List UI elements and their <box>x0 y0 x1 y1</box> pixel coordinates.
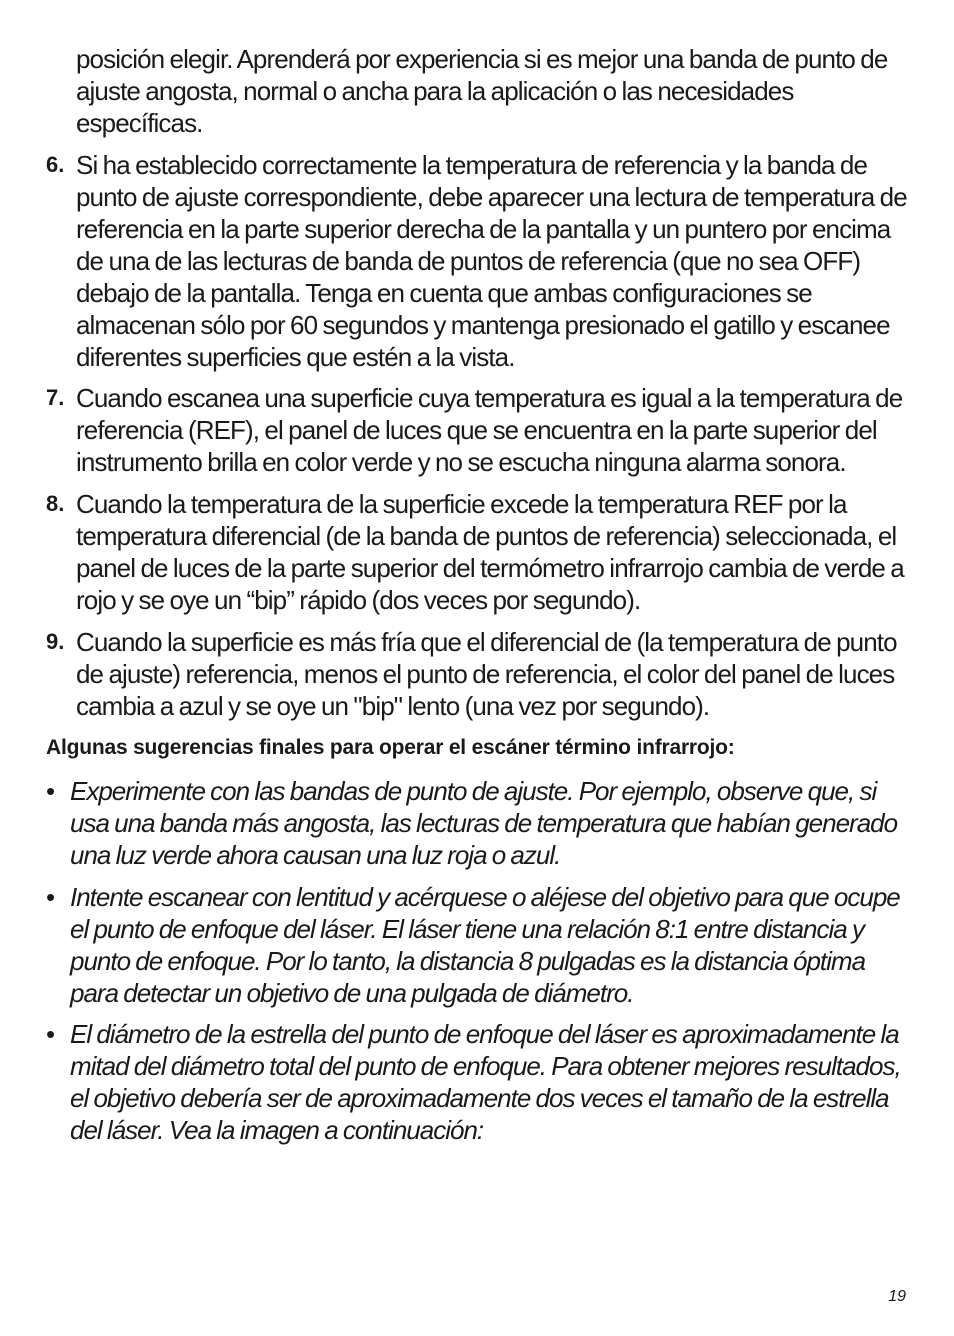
tip-text: El diámetro de la estrella del punto de enfoque del láser es aproximadamente la mitad del diámetro total del punto de enfoque. Para obtener mejores resultados, el objetivo debería ser de aproximadamente dos veces el tamaño de la estrella del láser. Vea la imagen a continuación: <box>70 1019 901 1145</box>
bullet-mark: • <box>46 776 55 806</box>
step-6 <box>46 149 916 373</box>
step-text: Cuando escanea una superficie cuya temperatura es igual a la temperatura de referencia (REF), el panel de luces que se encuentra en la parte superior del instrumento brilla en color verde y no se escucha ninguna alarma sonora. <box>76 383 903 477</box>
step-7 <box>46 382 916 478</box>
tip-text: Experimente con las bandas de punto de ajuste. Por ejemplo, observe que, si usa una banda más angosta, las lecturas de temperatura que habían generado una luz verde ahora causan una luz roja o azul. <box>70 776 898 870</box>
step-number: 7. <box>46 385 65 410</box>
tip-2 <box>46 881 916 1009</box>
page-number: 19 <box>888 1288 906 1305</box>
step-8 <box>46 488 916 616</box>
tip-text: Intente escanear con lentitud y acérquese o aléjese del objetivo para que ocupe el punto de enfoque del láser. El láser tiene una relación 8:1 entre distancia y punto de enfoque. Por lo tanto, la distancia 8 pulgadas es la distancia óptima para detectar un objetivo de una pulgada de diámetro. <box>70 882 900 1008</box>
tip-1 <box>46 775 916 871</box>
bullet-mark: • <box>46 1019 55 1049</box>
step-number: 8. <box>46 491 65 516</box>
step-number: 9. <box>46 629 65 654</box>
intro-continuation: posición elegir. Aprenderá por experiencia si es mejor una banda de punto de ajuste angosta, normal o ancha para la aplicación o las necesidades específicas. <box>76 44 888 138</box>
step-text: Cuando la temperatura de la superficie excede la temperatura REF por la temperatura diferencial (de la banda de puntos de referencia) seleccionada, el panel de luces de la parte superior del termómetro infrarrojo cambia de verde a rojo y se oye un “bip” rápido (dos veces por segundo). <box>76 489 904 615</box>
tip-3 <box>46 1018 916 1146</box>
bullet-mark: • <box>46 882 55 912</box>
tips-heading: Algunas sugerencias finales para operar el escáner término infrarrojo: <box>46 736 735 759</box>
step-text: Cuando la superficie es más fría que el diferencial de (la temperatura de punto de ajuste) referencia, menos el punto de referencia, el color del panel de luces cambia a azul y se oye un "bip" lento (una vez por segundo). <box>76 627 897 721</box>
step-9 <box>46 626 916 722</box>
step-text: Si ha establecido correctamente la temperatura de referencia y la banda de punto de ajuste correspondiente, debe aparecer una lectura de temperatura de referencia en la parte superior derecha de la pantalla y un puntero por encima de una de las lecturas de banda de puntos de referencia (que no sea OFF) debajo de la pantalla. Tenga en cuenta que ambas configuraciones se almacenan sólo por 60 segundos y mantenga presionado el gatillo y escanee diferentes superficies que estén a la vista. <box>76 150 907 372</box>
step-number: 6. <box>46 152 65 177</box>
